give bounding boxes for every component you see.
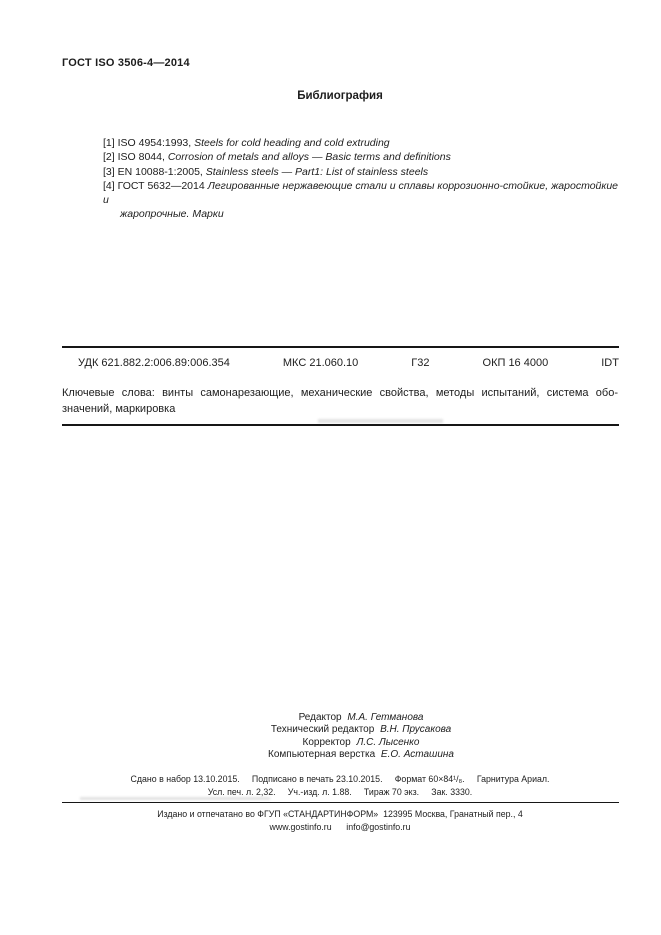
publisher-line: Издано и отпечатано во ФГУП «СТАНДАРТИНФОРМ» 123995 Москва, Гранатный пер., 4 [157,809,523,819]
staff-role: Технический редактор [270,724,375,736]
ref-title: Corrosion of metals and alloys — Basic terms and definitions [167,151,451,164]
idt-mark: IDT [601,357,619,369]
ref-title-continuation: жаропрочные. Марки [120,208,224,221]
staff-line [62,724,660,736]
ref-number: [2] [103,151,115,164]
keywords-line-1: Ключевые слова: винты самонарезающие, механические свойства, методы испытаний, система обо- [62,387,618,399]
staff-name: Е.О. Асташина [380,748,454,760]
publisher-block [62,808,618,834]
staff-name: В.Н. Прусакова [380,724,452,736]
bibliography-item [103,165,618,179]
horizontal-rule [62,424,619,426]
ref-title: Легированные нержавеющие стали и сплавы коррозионно-стойкие, жаростойкие и [103,179,619,207]
udk-code: УДК 621.882.2:006.89:006.354 [78,357,230,369]
keywords-paragraph [62,385,618,417]
staff-name: Л.С. Лысенко [356,736,420,748]
imprint-line-1: Сдано в набор 13.10.2015. Подписано в печать 23.10.2015. Формат 60×84¹/₈. Гарнитура Ариал. [130,774,550,784]
mks-code: МКС 21.060.10 [282,357,359,369]
staff-name: М.А. Гетманова [347,712,424,723]
ref-designation: ГОСТ 5632—2014 [117,179,205,192]
staff-line [62,737,660,749]
editorial-staff-block [62,712,660,761]
ref-title: Stainless steels — Part1: List of stainless steels [205,165,429,178]
scan-artifact [80,797,270,800]
horizontal-rule [62,346,619,348]
ref-designation: ISO 4954:1993, [117,137,192,149]
imprint-block [62,773,618,799]
imprint-line-2: Усл. печ. л. 2,32. Уч.-изд. л. 1.88. Тираж 70 экз. Зак. 3330. [207,787,473,797]
publisher-web-line: www.gostinfo.ru info@gostinfo.ru [269,822,411,832]
ref-number: [1] [103,137,115,149]
ref-number: [4] [103,179,115,192]
doc-code: ГОСТ ISO 3506-4—2014 [62,57,190,69]
bibliography-item [103,179,618,208]
staff-role: Редактор [298,712,342,723]
bibliography-item [103,136,618,150]
classification-row [62,357,619,369]
horizontal-rule [62,802,619,803]
bibliography-item [103,150,618,164]
ref-designation: ISO 8044, [117,151,165,164]
scan-artifact [318,419,443,423]
ref-designation: EN 10088-1:2005, [117,165,203,178]
bibliography-list [62,136,618,222]
ref-number: [3] [103,165,115,178]
keywords-line-2: значений, маркировка [62,403,176,415]
staff-role: Корректор [302,736,351,748]
group-code: Г32 [411,357,430,369]
staff-line [62,749,660,761]
staff-role: Компьютерная верстка [268,748,376,760]
ref-title: Steels for cold heading and cold extruding [194,137,390,149]
page-title: Библиография [297,90,383,102]
staff-line [62,712,660,724]
okp-code: ОКП 16 4000 [482,357,549,369]
